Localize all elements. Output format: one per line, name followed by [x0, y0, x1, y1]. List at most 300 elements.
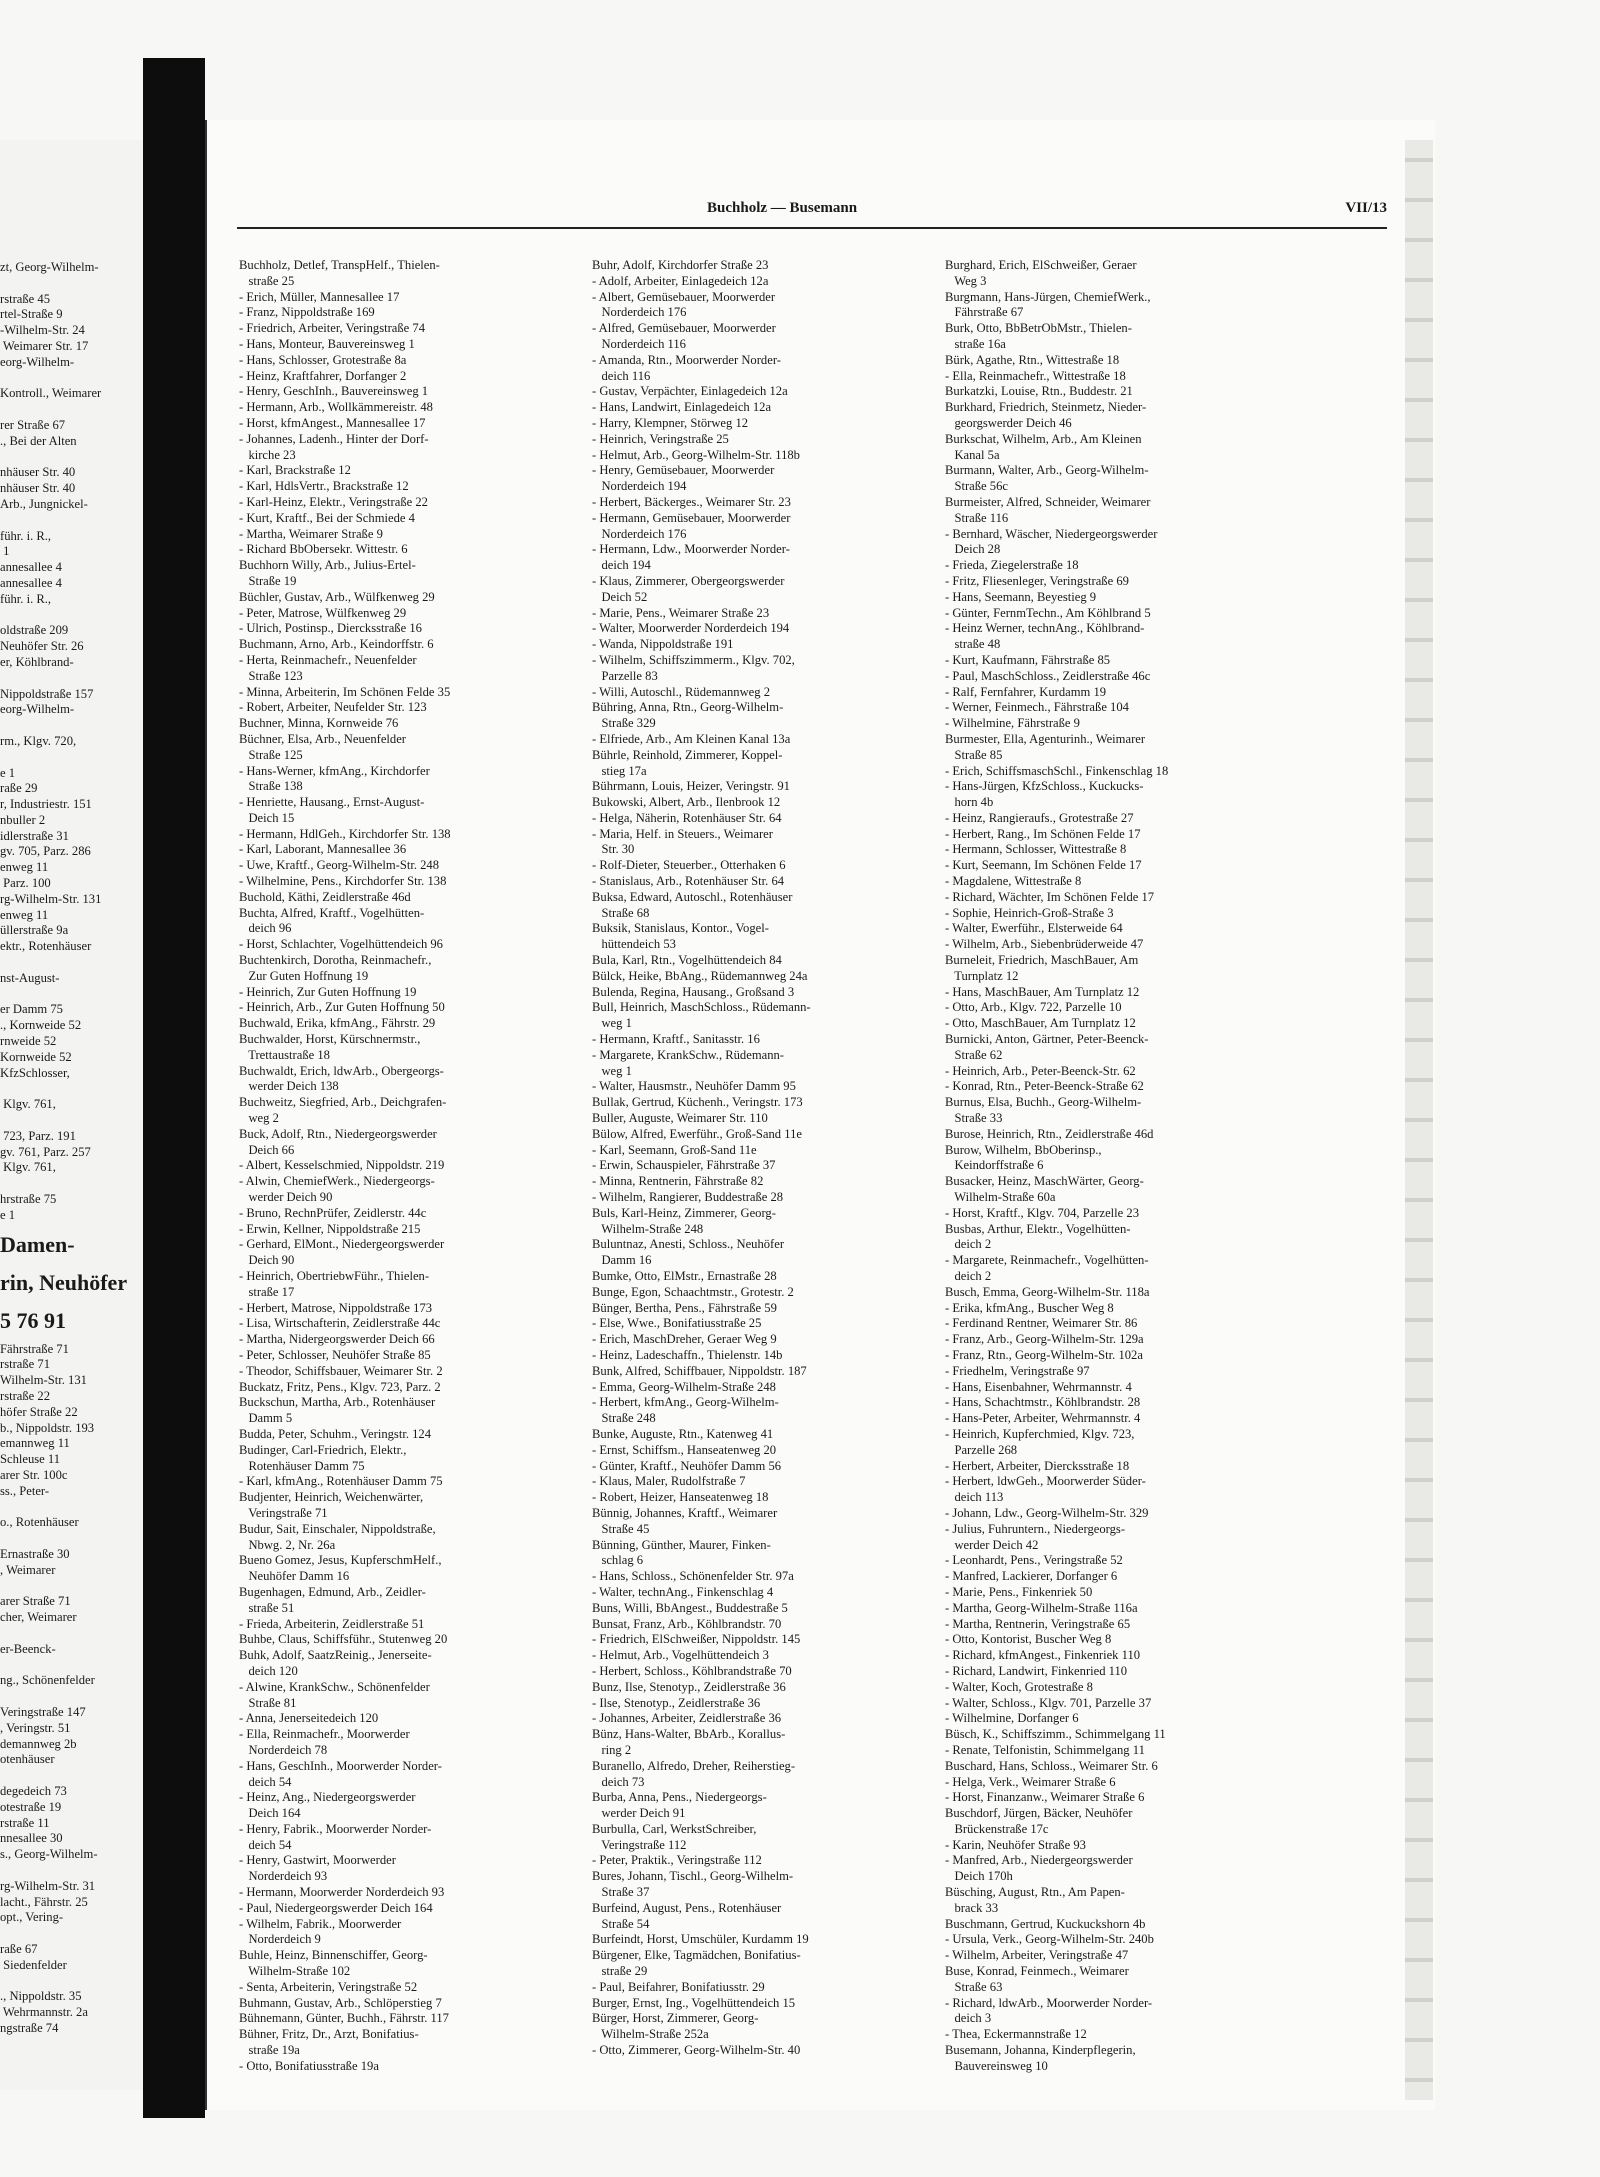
directory-entry-line: - Richard, Wächter, Im Schönen Felde 17 [945, 889, 1155, 904]
directory-entry-line: Buhle, Heinz, Binnenschiffer, Georg- [239, 1948, 428, 1963]
directory-entry-line: Parzelle 83 [592, 668, 658, 683]
directory-entry-line: - Wilhelm, Arbeiter, Veringstraße 47 [945, 1948, 1129, 1963]
left-page-line: 1 [0, 544, 10, 559]
directory-entry-line: Straße 62 [945, 1047, 1003, 1062]
directory-entry-line: Budjenter, Heinrich, Weichenwärter, [239, 1490, 424, 1505]
directory-entry-line: - Walter, Moorwerder Norderdeich 194 [592, 621, 790, 636]
left-page-line: e 1 [0, 765, 16, 780]
directory-entry-line: - Heinrich, Arb., Zur Guten Hoffnung 50 [239, 1000, 445, 1015]
directory-entry-line: Keindorffstraße 6 [945, 1158, 1044, 1173]
directory-entry-line: - Alwine, KrankSchw., Schönenfelder [239, 1679, 430, 1694]
directory-entry-line: - Otto, Zimmerer, Georg-Wilhelm-Str. 40 [592, 2043, 801, 2058]
directory-entry-line: - Peter, Matrose, Wülfkenweg 29 [239, 605, 407, 620]
directory-entry-line: Bunk, Alfred, Schiffbauer, Nippoldstr. 187 [592, 1363, 807, 1378]
directory-entry-line: - Heinz, Rangieraufs., Grotestraße 27 [945, 810, 1134, 825]
directory-entry-line: - Karl, Seemann, Groß-Sand 11e [592, 1142, 757, 1157]
directory-entry-line: - Herbert, kfmAng., Georg-Wilhelm- [592, 1395, 779, 1410]
directory-entry-line: Buns, Willi, BbAngest., Buddestraße 5 [592, 1600, 788, 1615]
directory-entry-line: Straße 45 [592, 1521, 650, 1536]
directory-entry-line: Burmeister, Alfred, Schneider, Weimarer [945, 494, 1151, 509]
directory-entry-line: Buchmann, Arno, Arb., Keindorffstr. 6 [239, 637, 434, 652]
directory-entry-line: Burgmann, Hans-Jürgen, ChemiefWerk., [945, 289, 1151, 304]
left-page-line: raße 67 [0, 1941, 38, 1956]
directory-column-3 [945, 258, 1290, 2075]
directory-entry-line: - Wilhelm, Schiffszimmerm., Klgv. 702, [592, 652, 795, 667]
directory-entry-line: - Elfriede, Arb., Am Kleinen Kanal 13a [592, 731, 791, 746]
directory-entry-line: Veringstraße 71 [239, 1505, 328, 1520]
directory-entry-line: - Adolf, Arbeiter, Einlagedeich 12a [592, 273, 769, 288]
left-page-line: , Weimarer [0, 1562, 56, 1577]
left-page-line: ngstraße 74 [0, 2020, 59, 2035]
left-page-line: führ. i. R., [0, 528, 52, 543]
directory-entry-line: straße 48 [945, 637, 1001, 652]
directory-entry-line: - Martha, Rentnerin, Veringstraße 65 [945, 1616, 1131, 1631]
directory-column-2 [592, 258, 937, 2059]
directory-entry-line: - Herbert, Rang., Im Schönen Felde 17 [945, 826, 1141, 841]
directory-entry-line: deich 54 [239, 1774, 292, 1789]
directory-entry-line: Burger, Ernst, Ing., Vogelhüttendeich 15 [592, 1995, 796, 2010]
directory-entry-line: - Thea, Eckermannstraße 12 [945, 2027, 1087, 2042]
left-page-line: ., Bei der Alten [0, 433, 77, 448]
directory-entry-line: deich 113 [945, 1490, 1004, 1505]
directory-entry-line: werder Deich 91 [592, 1806, 686, 1821]
directory-entry-line: Bünning, Günther, Maurer, Finken- [592, 1537, 771, 1552]
directory-entry-line: deich 54 [239, 1837, 292, 1852]
directory-entry-line: Buchwalder, Horst, Kürschnermstr., [239, 1032, 421, 1047]
directory-entry-line: Straße 85 [945, 747, 1003, 762]
left-page-line: cher, Weimarer [0, 1610, 77, 1625]
directory-entry-line: Bünger, Bertha, Pens., Fährstraße 59 [592, 1300, 777, 1315]
left-page-line: Nippoldstraße 157 [0, 686, 94, 701]
directory-entry-line: Buchtenkirch, Dorotha, Reinmachefr., [239, 953, 432, 968]
left-page-line: rstraße 71 [0, 1357, 51, 1372]
left-page-line: b., Nippoldstr. 193 [0, 1420, 95, 1435]
directory-entry-line: Burfeind, August, Pens., Rotenhäuser [592, 1900, 782, 1915]
left-page-line: 723, Parz. 191 [0, 1128, 76, 1143]
directory-entry-line: Busacker, Heinz, MaschWärter, Georg- [945, 1174, 1144, 1189]
directory-entry-line: - Walter, Ewerführ., Elsterweide 64 [945, 921, 1123, 936]
left-page-line: arer Str. 100c [0, 1467, 68, 1482]
directory-entry-line: Norderdeich 176 [592, 526, 687, 541]
directory-entry-line: Buksik, Stanislaus, Kontor., Vogel- [592, 921, 769, 936]
directory-entry-line: - Hans, Schloss., Schönenfelder Str. 97a [592, 1569, 794, 1584]
directory-entry-line: - Maria, Helf. in Steuers., Weimarer [592, 826, 773, 841]
directory-entry-line: - Horst, kfmAngest., Mannesallee 17 [239, 415, 426, 430]
directory-entry-line: - Henry, Gemüsebauer, Moorwerder [592, 463, 775, 478]
directory-entry-line: stieg 17a [592, 763, 647, 778]
left-page-line: Veringstraße 147 [0, 1704, 86, 1719]
directory-entry-line: - Leonhardt, Pens., Veringstraße 52 [945, 1553, 1123, 1568]
directory-entry-line: deich 120 [239, 1663, 298, 1678]
directory-entry-line: - Marie, Pens., Weimarer Straße 23 [592, 605, 770, 620]
left-page-line: Siedenfelder [0, 1957, 67, 1972]
directory-entry-line: Bülow, Alfred, Ewerführ., Groß-Sand 11e [592, 1126, 802, 1141]
directory-entry-line: - Renate, Telfonistin, Schimmelgang 11 [945, 1742, 1145, 1757]
directory-entry-line: ring 2 [592, 1742, 632, 1757]
left-page-line: idlerstraße 31 [0, 828, 69, 843]
directory-entry-line: Burkschat, Wilhelm, Arb., Am Kleinen [945, 431, 1142, 446]
directory-entry-line: Straße 63 [945, 1979, 1003, 1994]
directory-entry-line: werder Deich 138 [239, 1079, 339, 1094]
directory-entry-line: - Erika, kfmAng., Buscher Weg 8 [945, 1300, 1114, 1315]
directory-entry-line: Deich 15 [239, 810, 295, 825]
directory-entry-line: - Friedhelm, Veringstraße 97 [945, 1363, 1090, 1378]
directory-entry-line: - Konrad, Rtn., Peter-Beenck-Straße 62 [945, 1079, 1144, 1094]
directory-entry-line: Deich 170h [945, 1869, 1013, 1884]
directory-entry-line: weg 1 [592, 1063, 632, 1078]
directory-entry-line: - Paul, MaschSchloss., Zeidlerstraße 46c [945, 668, 1151, 683]
directory-entry-line: Budinger, Carl-Friedrich, Elektr., [239, 1442, 407, 1457]
directory-entry-line: Rotenhäuser Damm 75 [239, 1458, 365, 1473]
directory-entry-line: Trettaustraße 18 [239, 1047, 330, 1062]
directory-entry-line: - Wilhelmine, Dorfanger 6 [945, 1711, 1079, 1726]
directory-entry-line: - Hans, Schachtmstr., Köhlbrandstr. 28 [945, 1395, 1141, 1410]
right-page [205, 120, 1435, 2110]
directory-entry-line: - Alwin, ChemiefWerk., Niedergeorgs- [239, 1174, 435, 1189]
directory-entry-line: Burk, Otto, BbBetrObMstr., Thielen- [945, 321, 1132, 336]
directory-entry-line: - Hans, Eisenbahner, Wehrmannstr. 4 [945, 1379, 1132, 1394]
left-page-line: rg-Wilhelm-Str. 131 [0, 891, 102, 906]
directory-entry-line: Straße 81 [239, 1695, 297, 1710]
directory-entry-line: deich 194 [592, 558, 651, 573]
directory-entry-line: Burghard, Erich, ElSchweißer, Geraer [945, 258, 1137, 272]
directory-entry-line: Bulenda, Regina, Hausang., Großsand 3 [592, 984, 795, 999]
directory-entry-line: - Margarete, Reinmachefr., Vogelhütten- [945, 1253, 1149, 1268]
directory-entry-line: Buschard, Hans, Schloss., Weimarer Str. 6 [945, 1758, 1158, 1773]
directory-entry-line: brack 33 [945, 1900, 999, 1915]
directory-entry-line: - Franz, Arb., Georg-Wilhelm-Str. 129a [945, 1332, 1144, 1347]
directory-entry-line: - Kurt, Seemann, Im Schönen Felde 17 [945, 858, 1142, 873]
directory-entry-line: - Wilhelm, Rangierer, Buddestraße 28 [592, 1190, 784, 1205]
left-page-line: rnweide 52 [0, 1034, 57, 1049]
directory-entry-line: - Herbert, Bäckerges., Weimarer Str. 23 [592, 494, 791, 509]
directory-entry-line: Bürger, Horst, Zimmerer, Georg- [592, 2011, 759, 2026]
directory-entry-line: deich 2 [945, 1269, 992, 1283]
directory-entry-line: Busemann, Johanna, Kinderpflegerin, [945, 2043, 1136, 2058]
directory-entry-line: Buchhorn Willy, Arb., Julius-Ertel- [239, 558, 416, 573]
directory-entry-line: Straße 125 [239, 747, 303, 762]
directory-entry-line: - Richard BbObersekr. Wittestr. 6 [239, 542, 408, 557]
left-page-line: Neuhöfer Str. 26 [0, 639, 84, 654]
directory-entry-line: - Herbert, Matrose, Nippoldstraße 173 [239, 1300, 433, 1315]
left-page-line: Damen- [0, 1231, 75, 1257]
left-page-line: ., Kornweide 52 [0, 1018, 82, 1033]
directory-entry-line: - Heinz, Ladeschaffn., Thielenstr. 14b [592, 1347, 783, 1362]
directory-entry-line: - Hans-Peter, Arbeiter, Wehrmannstr. 4 [945, 1411, 1141, 1426]
directory-entry-line: - Helga, Näherin, Rotenhäuser Str. 64 [592, 810, 782, 825]
directory-entry-line: - Heinrich, ObertriebwFühr., Thielen- [239, 1269, 430, 1283]
directory-entry-line: - Hans, MaschBauer, Am Turnplatz 12 [945, 984, 1140, 999]
directory-entry-line: - Heinz, Kraftfahrer, Dorfanger 2 [239, 368, 407, 383]
left-page-line: rer Straße 67 [0, 417, 66, 432]
left-page-line: führ. i. R., [0, 591, 52, 606]
directory-entry-line: - Karl, Laborant, Mannesallee 36 [239, 842, 407, 857]
directory-entry-line: - Martha, Nidergeorgswerder Deich 66 [239, 1332, 435, 1347]
directory-entry-line: Straße 123 [239, 668, 303, 683]
directory-entry-line: Buhk, Adolf, SaatzReinig., Jenerseite- [239, 1648, 432, 1663]
directory-entry-line: - Horst, Finanzanw., Weimarer Straße 6 [945, 1790, 1145, 1805]
directory-entry-line: Norderdeich 194 [592, 479, 687, 494]
directory-entry-line: Straße 116 [945, 510, 1009, 525]
directory-entry-line: - Otto, MaschBauer, Am Turnplatz 12 [945, 1016, 1136, 1031]
left-page-line: gv. 705, Parz. 286 [0, 844, 91, 859]
directory-entry-line: Büchler, Gustav, Arb., Wülfkenweg 29 [239, 589, 435, 604]
directory-entry-line: - Karl, kfmAng., Rotenhäuser Damm 75 [239, 1474, 443, 1489]
left-page-line: zt, Georg-Wilhelm- [0, 260, 99, 274]
left-page-line: Weimarer Str. 17 [0, 338, 89, 353]
directory-entry-line: - Martha, Georg-Wilhelm-Straße 116a [945, 1600, 1138, 1615]
directory-entry-line: - Herbert, Schloss., Köhlbrandstraße 70 [592, 1663, 792, 1678]
directory-entry-line: Bürk, Agathe, Rtn., Wittestraße 18 [945, 352, 1120, 367]
left-page-line: KfzSchlosser, [0, 1065, 70, 1080]
left-page-line: ektr., Rotenhäuser [0, 939, 92, 954]
directory-entry-line: - Martha, Weimarer Straße 9 [239, 526, 383, 541]
directory-entry-line: Turnplatz 12 [945, 968, 1019, 983]
left-page-line: üllerstraße 9a [0, 923, 69, 938]
directory-entry-line: Kanal 5a [945, 447, 1000, 462]
directory-entry-line: - Otto, Arb., Klgv. 722, Parzelle 10 [945, 1000, 1122, 1015]
directory-entry-line: - Wilhelmine, Fährstraße 9 [945, 716, 1080, 731]
left-page-line: höfer Straße 22 [0, 1404, 78, 1419]
directory-entry-line: - Hermann, Moorwerder Norderdeich 93 [239, 1885, 445, 1900]
directory-entry-line: - Manfred, Lackierer, Dorfanger 6 [945, 1569, 1118, 1584]
directory-entry-line: - Klaus, Zimmerer, Obergeorgswerder [592, 573, 785, 588]
directory-entry-line: Buckschun, Martha, Arb., Rotenhäuser [239, 1395, 436, 1410]
directory-entry-line: Str. 30 [592, 842, 635, 857]
directory-entry-line: - Erwin, Kellner, Nippoldstraße 215 [239, 1221, 421, 1236]
directory-entry-line: - Minna, Arbeiterin, Im Schönen Felde 35 [239, 684, 451, 699]
left-page-line: ., Nippoldstr. 35 [0, 1989, 82, 2004]
directory-entry-line: - Ella, Reinmachefr., Moorwerder [239, 1727, 410, 1742]
directory-entry-line: Buchwaldt, Erich, ldwArb., Obergeorgs- [239, 1063, 444, 1078]
directory-entry-line: georgswerder Deich 46 [945, 415, 1072, 430]
directory-entry-line: Straße 329 [592, 716, 656, 731]
directory-entry-line: Fährstraße 67 [945, 305, 1024, 320]
left-page-line: er, Köhlbrand- [0, 654, 74, 669]
left-page-line: arer Straße 71 [0, 1594, 71, 1609]
left-page-line: Kontroll., Weimarer [0, 386, 102, 401]
directory-entry-line: - Henry, Fabrik., Moorwerder Norder- [239, 1821, 432, 1836]
directory-entry-line: - Hermann, Gemüsebauer, Moorwerder [592, 510, 791, 525]
directory-entry-line: Straße 56c [945, 479, 1008, 494]
directory-entry-line: - Friedrich, Arbeiter, Veringstraße 74 [239, 321, 426, 336]
left-page-line: Parz. 100 [0, 876, 51, 891]
directory-entry-line: - Heinrich, Arb., Peter-Beenck-Str. 62 [945, 1063, 1136, 1078]
left-page-line: raße 29 [0, 781, 38, 796]
directory-entry-line: - Wilhelm, Fabrik., Moorwerder [239, 1916, 402, 1931]
directory-entry-line: - Franz, Rtn., Georg-Wilhelm-Str. 102a [945, 1347, 1143, 1362]
directory-entry-line: - Helmut, Arb., Vogelhüttendeich 3 [592, 1648, 769, 1663]
directory-entry-line: - Heinrich, Zur Guten Hoffnung 19 [239, 984, 417, 999]
directory-entry-line: Straße 19 [239, 573, 297, 588]
directory-entry-line: - Stanislaus, Arb., Rotenhäuser Str. 64 [592, 874, 785, 889]
page-number: VII/13 [1345, 200, 1387, 216]
directory-entry-line: - Karl-Heinz, Elektr., Veringstraße 22 [239, 494, 428, 509]
directory-entry-line: Burba, Anna, Pens., Niedergeorgs- [592, 1790, 767, 1805]
directory-entry-line: Neuhöfer Damm 16 [239, 1569, 350, 1584]
directory-entry-line: Bueno Gomez, Jesus, KupferschmHelf., [239, 1553, 442, 1568]
directory-entry-line: - Erich, MaschDreher, Geraer Weg 9 [592, 1332, 777, 1347]
directory-entry-line: Bünnig, Johannes, Kraftf., Weimarer [592, 1505, 778, 1520]
directory-entry-line: Bülck, Heike, BbAng., Rüdemannweg 24a [592, 968, 808, 983]
directory-entry-line: - Walter, technAng., Finkenschlag 4 [592, 1584, 774, 1599]
directory-entry-line: - Gerhard, ElMont., Niedergeorgswerder [239, 1237, 445, 1252]
left-page-line: -Wilhelm-Str. 24 [0, 323, 85, 338]
left-page-line: otestraße 19 [0, 1799, 62, 1814]
directory-entry-line: Bühner, Fritz, Dr., Arzt, Bonifatius- [239, 2027, 419, 2042]
directory-entry-line: - Alfred, Gemüsebauer, Moorwerder [592, 321, 776, 336]
directory-entry-line: Buckatz, Fritz, Pens., Klgv. 723, Parz. 2 [239, 1379, 441, 1394]
left-page-line: nst-August- [0, 970, 60, 985]
directory-entry-line: Straße 248 [592, 1411, 656, 1426]
left-page-line: er-Beenck- [0, 1641, 56, 1656]
directory-entry-line: Burkatzki, Louise, Rtn., Buddestr. 21 [945, 384, 1133, 399]
directory-entry-line: straße 17 [239, 1284, 295, 1299]
directory-entry-line: Büsching, August, Rtn., Am Papen- [945, 1885, 1125, 1900]
left-page-line: 5 76 91 [0, 1307, 66, 1333]
running-head [237, 200, 1387, 224]
directory-entry-line: - Amanda, Rtn., Moorwerder Norder- [592, 352, 781, 367]
directory-entry-line: - Albert, Kesselschmied, Nippoldstr. 219 [239, 1158, 445, 1173]
left-page-line: Wehrmannstr. 2a [0, 2005, 88, 2020]
directory-entry-line: Wilhelm-Straße 60a [945, 1190, 1056, 1205]
directory-entry-line: - Heinz, Ang., Niedergeorgswerder [239, 1790, 416, 1805]
left-page-line: rstraße 45 [0, 291, 51, 306]
book-binding [143, 58, 205, 2118]
directory-entry-line: - Hermann, HdlGeh., Kirchdorfer Str. 138 [239, 826, 451, 841]
directory-entry-line: - Walter, Schloss., Klgv. 701, Parzelle 37 [945, 1695, 1152, 1710]
directory-entry-line: Norderdeich 116 [592, 336, 686, 351]
directory-entry-line: - Helmut, Arb., Georg-Wilhelm-Str. 118b [592, 447, 800, 462]
left-page-line: o., Rotenhäuser [0, 1515, 79, 1530]
directory-entry-line: hüttendeich 53 [592, 937, 676, 952]
directory-entry-line: Buchta, Alfred, Kraftf., Vogelhütten- [239, 905, 425, 920]
directory-entry-line: Straße 138 [239, 779, 303, 794]
directory-entry-line: - Bernhard, Wäscher, Niedergeorgswerder [945, 526, 1158, 541]
directory-entry-line: - Werner, Feinmech., Fährstraße 104 [945, 700, 1129, 715]
directory-entry-line: Bürgener, Elke, Tagmädchen, Bonifatius- [592, 1948, 801, 1963]
directory-entry-line: - Harry, Klempner, Störweg 12 [592, 415, 749, 430]
left-page-line: Arb., Jungnickel- [0, 496, 88, 511]
directory-entry-line: Burow, Wilhelm, BbOberinsp., [945, 1142, 1102, 1157]
directory-entry-line: - Julius, Fuhruntern., Niedergeorgs- [945, 1521, 1126, 1536]
directory-entry-line: Buchold, Käthi, Zeidlerstraße 46d [239, 889, 411, 904]
directory-entry-line: Buhbe, Claus, Schiffsführ., Stutenweg 20 [239, 1632, 448, 1647]
directory-entry-line: - Johann, Ldw., Georg-Wilhelm-Str. 329 [945, 1505, 1149, 1520]
directory-entry-line: - Helga, Verk., Weimarer Straße 6 [945, 1774, 1116, 1789]
directory-entry-line: - Lisa, Wirtschafterin, Zeidlerstraße 44c [239, 1316, 441, 1331]
directory-entry-line: Straße 37 [592, 1885, 650, 1900]
directory-entry-line: - Wilhelmine, Pens., Kirchdorfer Str. 138 [239, 874, 447, 889]
directory-entry-line: weg 2 [239, 1111, 279, 1126]
left-page-line: ng., Schönenfelder [0, 1673, 95, 1688]
left-page-line: rin, Neuhöfer [0, 1269, 128, 1295]
directory-entry-line: - Robert, Arbeiter, Neufelder Str. 123 [239, 700, 427, 715]
directory-entry-line: kirche 23 [239, 447, 296, 462]
left-page-line: nhäuser Str. 40 [0, 465, 76, 480]
directory-entry-line: Parzelle 268 [945, 1442, 1018, 1457]
directory-entry-line: Bugenhagen, Edmund, Arb., Zeidler- [239, 1584, 426, 1599]
directory-entry-line: Buchweitz, Siegfried, Arb., Deichgrafen- [239, 1095, 447, 1110]
directory-entry-line: - Herta, Reinmachefr., Neuenfelder [239, 652, 417, 667]
directory-entry-line: - Herbert, Arbeiter, Diercksstraße 18 [945, 1458, 1130, 1473]
directory-entry-line: - Hermann, Schlosser, Wittestraße 8 [945, 842, 1127, 857]
directory-entry-line: Buluntnaz, Anesti, Schloss., Neuhöfer [592, 1237, 785, 1252]
directory-entry-line: Budur, Sait, Einschaler, Nippoldstraße, [239, 1521, 436, 1536]
running-head-title: Buchholz — Busemann [707, 200, 858, 216]
directory-entry-line: werder Deich 42 [945, 1537, 1039, 1552]
directory-entry-line: - Rolf-Dieter, Steuerber., Otterhaken 6 [592, 858, 786, 873]
directory-entry-line: - Willi, Autoschl., Rüdemannweg 2 [592, 684, 771, 699]
left-page-line: degedeich 73 [0, 1783, 67, 1798]
directory-entry-line: - Richard, ldwArb., Moorwerder Norder- [945, 1995, 1153, 2010]
directory-entry-line: Bukowski, Albert, Arb., Ilenbrook 12 [592, 795, 781, 810]
directory-column-1 [239, 258, 584, 2075]
directory-entry-line: - Ulrich, Postinsp., Diercksstraße 16 [239, 621, 422, 636]
left-page-line: Schleuse 11 [0, 1452, 61, 1467]
directory-entry-line: Bures, Johann, Tischl., Georg-Wilhelm- [592, 1869, 794, 1884]
directory-entry-line: - Senta, Arbeiterin, Veringstraße 52 [239, 1979, 418, 1994]
directory-entry-line: Buschdorf, Jürgen, Bäcker, Neuhöfer [945, 1806, 1133, 1821]
directory-entry-line: - Albert, Gemüsebauer, Moorwerder [592, 289, 776, 304]
directory-entry-line: - Robert, Heizer, Hanseatenweg 18 [592, 1490, 769, 1505]
directory-entry-line: - Karl, Brackstraße 12 [239, 463, 351, 478]
directory-entry-line: Bührle, Reinhold, Zimmerer, Koppel- [592, 747, 783, 762]
directory-entry-line: - Heinrich, Veringstraße 25 [592, 431, 729, 446]
directory-entry-line: - Walter, Koch, Grotestraße 8 [945, 1679, 1093, 1694]
directory-entry-line: - Minna, Rentnerin, Fährstraße 82 [592, 1174, 764, 1189]
left-page-line: e 1 [0, 1207, 16, 1222]
directory-entry-line: - Heinz Werner, technAng., Köhlbrand- [945, 621, 1145, 636]
directory-entry-line: - Else, Wwe., Bonifatiusstraße 25 [592, 1316, 762, 1331]
directory-entry-line: Buchholz, Detlef, TranspHelf., Thielen- [239, 258, 440, 272]
left-page-line: annesallee 4 [0, 560, 62, 575]
directory-entry-line: werder Deich 90 [239, 1190, 333, 1205]
directory-entry-line: - Paul, Niedergeorgswerder Deich 164 [239, 1900, 433, 1915]
directory-entry-line: Straße 54 [592, 1916, 650, 1931]
directory-entry-line: - Hans, Seemann, Beyestieg 9 [945, 589, 1097, 604]
directory-entry-line: Buller, Auguste, Weimarer Str. 110 [592, 1111, 768, 1126]
directory-entry-line: weg 1 [592, 1016, 632, 1031]
directory-entry-line: Bula, Karl, Rtn., Vogelhüttendeich 84 [592, 953, 782, 968]
directory-entry-line: Budda, Peter, Schuhm., Veringstr. 124 [239, 1426, 432, 1441]
left-page-line: otenhäuser [0, 1752, 55, 1767]
directory-entry-line: Bühring, Anna, Rtn., Georg-Wilhelm- [592, 700, 784, 715]
directory-entry-line: straße 16a [945, 336, 1006, 351]
directory-entry-line: - Hans-Werner, kfmAng., Kirchdorfer [239, 763, 430, 778]
directory-entry-line: Deich 28 [945, 542, 1001, 557]
directory-entry-line: - Ralf, Fernfahrer, Kurdamm 19 [945, 684, 1107, 699]
directory-entry-line: - Hans-Jürgen, KfzSchloss., Kuckucks- [945, 779, 1144, 794]
directory-entry-line: - Wilhelm, Arb., Siebenbrüderweide 47 [945, 937, 1144, 952]
left-page-line: er Damm 75 [0, 1002, 63, 1017]
left-page-line: annesallee 4 [0, 575, 62, 590]
directory-entry-line: Norderdeich 93 [239, 1869, 328, 1884]
directory-entry-line: - Hermann, Kraftf., Sanitasstr. 16 [592, 1032, 760, 1047]
directory-entry-line: - Sophie, Heinrich-Groß-Straße 3 [945, 905, 1114, 920]
directory-entry-line: - Bruno, RechnPrüfer, Zeidlerstr. 44c [239, 1205, 427, 1220]
directory-entry-line: - Peter, Schlosser, Neuhöfer Straße 85 [239, 1347, 431, 1362]
directory-entry-line: Wilhelm-Straße 248 [592, 1221, 704, 1236]
directory-entry-line: - Johannes, Arbeiter, Zeidlerstraße 36 [592, 1711, 782, 1726]
page-edge-index-strip [1405, 140, 1433, 2100]
left-page-line: emannweg 11 [0, 1436, 70, 1451]
left-page-line: oldstraße 209 [0, 623, 69, 638]
directory-entry-line: Bullak, Gertrud, Küchenh., Veringstr. 173 [592, 1095, 803, 1110]
directory-entry-line: Bühnemann, Günter, Buchh., Fährstr. 117 [239, 2011, 449, 2026]
directory-entry-line: Bünz, Hans-Walter, BbArb., Korallus- [592, 1727, 786, 1742]
left-page-line: Wilhelm-Str. 131 [0, 1373, 87, 1388]
